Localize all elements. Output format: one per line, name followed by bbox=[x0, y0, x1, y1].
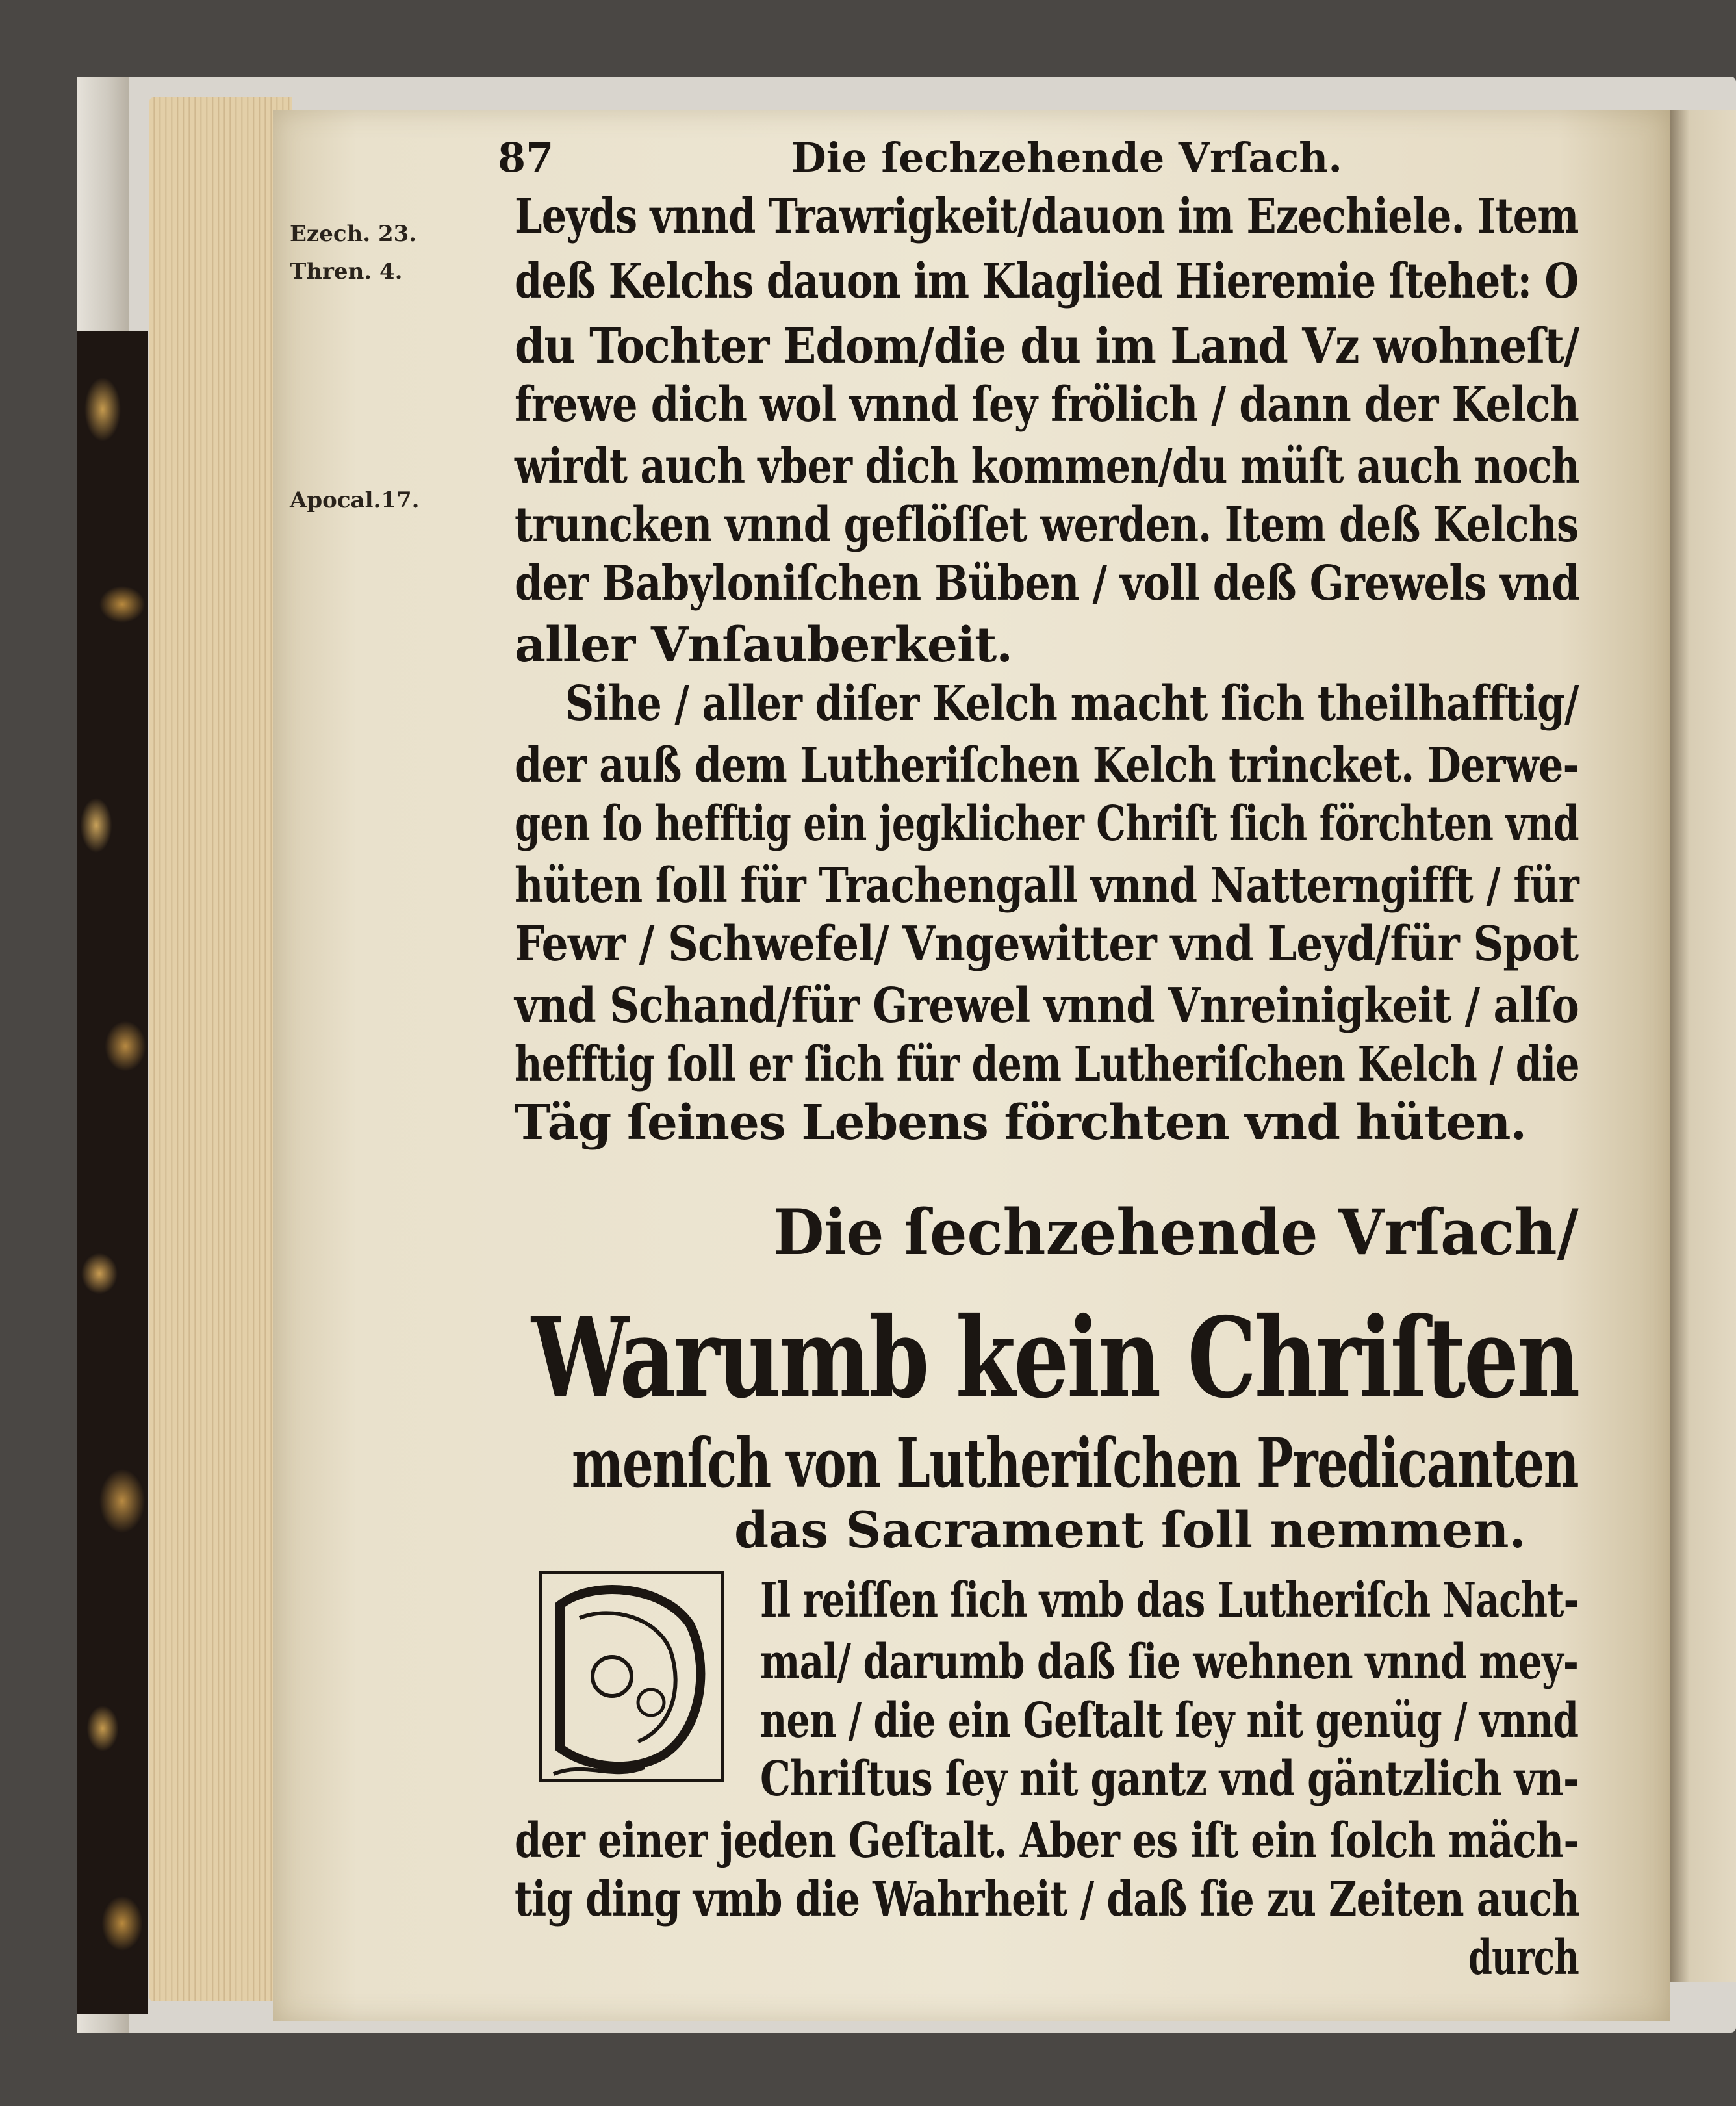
text-line: Fewr / Schwefel/ Vngewitter vnd Leyd/für Spot bbox=[515, 916, 1579, 972]
marginal-note: Ezech. 23. bbox=[290, 221, 417, 247]
facing-page-edge bbox=[1670, 110, 1736, 1982]
text-line: der einer jeden Geſtalt. Aber es iſt ein ſolch mäch- bbox=[515, 1813, 1579, 1869]
text-line: hefftig ſoll er ſich für dem Lutheriſchen Kelch / die bbox=[515, 1036, 1579, 1092]
text-line: Chriſtus ſey nit gantz vnd gäntzlich vn- bbox=[760, 1751, 1579, 1807]
text-line: vnd Schand/für Grewel vnnd Vnreinigkeit / alſo bbox=[515, 978, 1579, 1034]
text-line: der Babyloniſchen Büben / voll deß Grewels vnd bbox=[515, 556, 1579, 611]
text-line: du Tochter Edom/die du im Land Vz wohneſt/ bbox=[515, 318, 1579, 374]
section-subtitle-2: das Sacrament ſoll nemmen. bbox=[734, 1501, 1527, 1559]
text-line: truncken vnnd geflöſſet werden. Item deß Kelchs bbox=[515, 497, 1579, 553]
marbled-board bbox=[77, 331, 148, 2014]
section-title: Warumb kein Chriſten bbox=[531, 1293, 1579, 1423]
text-line: Il reiſſen ſich vmb das Lutheriſch Nacht- bbox=[760, 1573, 1579, 1628]
running-head: Die ſechzehende Vrſach. bbox=[791, 134, 1342, 181]
marginal-note: Apocal.17. bbox=[290, 487, 420, 513]
text-line: der auß dem Lutheriſchen Kelch trincket. Derwe- bbox=[515, 738, 1579, 793]
page-stack-edge bbox=[149, 97, 292, 2001]
catchword: durch bbox=[1468, 1930, 1579, 1986]
text-line: gen ſo hefftig ein jegklicher Chriſt ſich förchten vnd bbox=[515, 796, 1579, 852]
text-line: mal/ darumb daß ſie wehnen vnnd mey- bbox=[760, 1634, 1579, 1690]
section-subtitle: menſch von Lutheriſchen Predicanten bbox=[572, 1423, 1578, 1503]
text-line: wirdt auch vber dich kommen/du müſt auch noch bbox=[515, 439, 1579, 494]
text-line: tig ding vmb die Wahrheit / daß ſie zu Zeiten auch bbox=[515, 1871, 1579, 1927]
text-line: hüten ſoll für Trachengall vnnd Natterngifft / für bbox=[515, 858, 1579, 914]
bleed-through bbox=[533, 1170, 542, 1203]
text-line: nen / die ein Geſtalt ſey nit genüg / vnnd bbox=[760, 1693, 1579, 1749]
page-number: 87 bbox=[498, 134, 554, 181]
text-line: frewe dich wol vnnd ſey frölich / dann der Kelch bbox=[515, 377, 1579, 433]
section-heading: Die ſechzehende Vrſach/ bbox=[773, 1196, 1579, 1269]
marginal-note: Thren. 4. bbox=[290, 259, 403, 285]
text-line: Täg ſeines Lebens förchten vnd hüten. bbox=[515, 1095, 1527, 1151]
text-line: Sihe / aller diſer Kelch macht ſich theilhafftig/ bbox=[565, 676, 1579, 732]
text-line: deß Kelchs dauon im Klaglied Hieremie ſtehet: O bbox=[515, 253, 1579, 309]
text-line: Leyds vnnd Trawrigkeit/dauon im Ezechiele. Item bbox=[515, 188, 1579, 244]
text-line: aller Vnſauberkeit. bbox=[515, 617, 1013, 673]
